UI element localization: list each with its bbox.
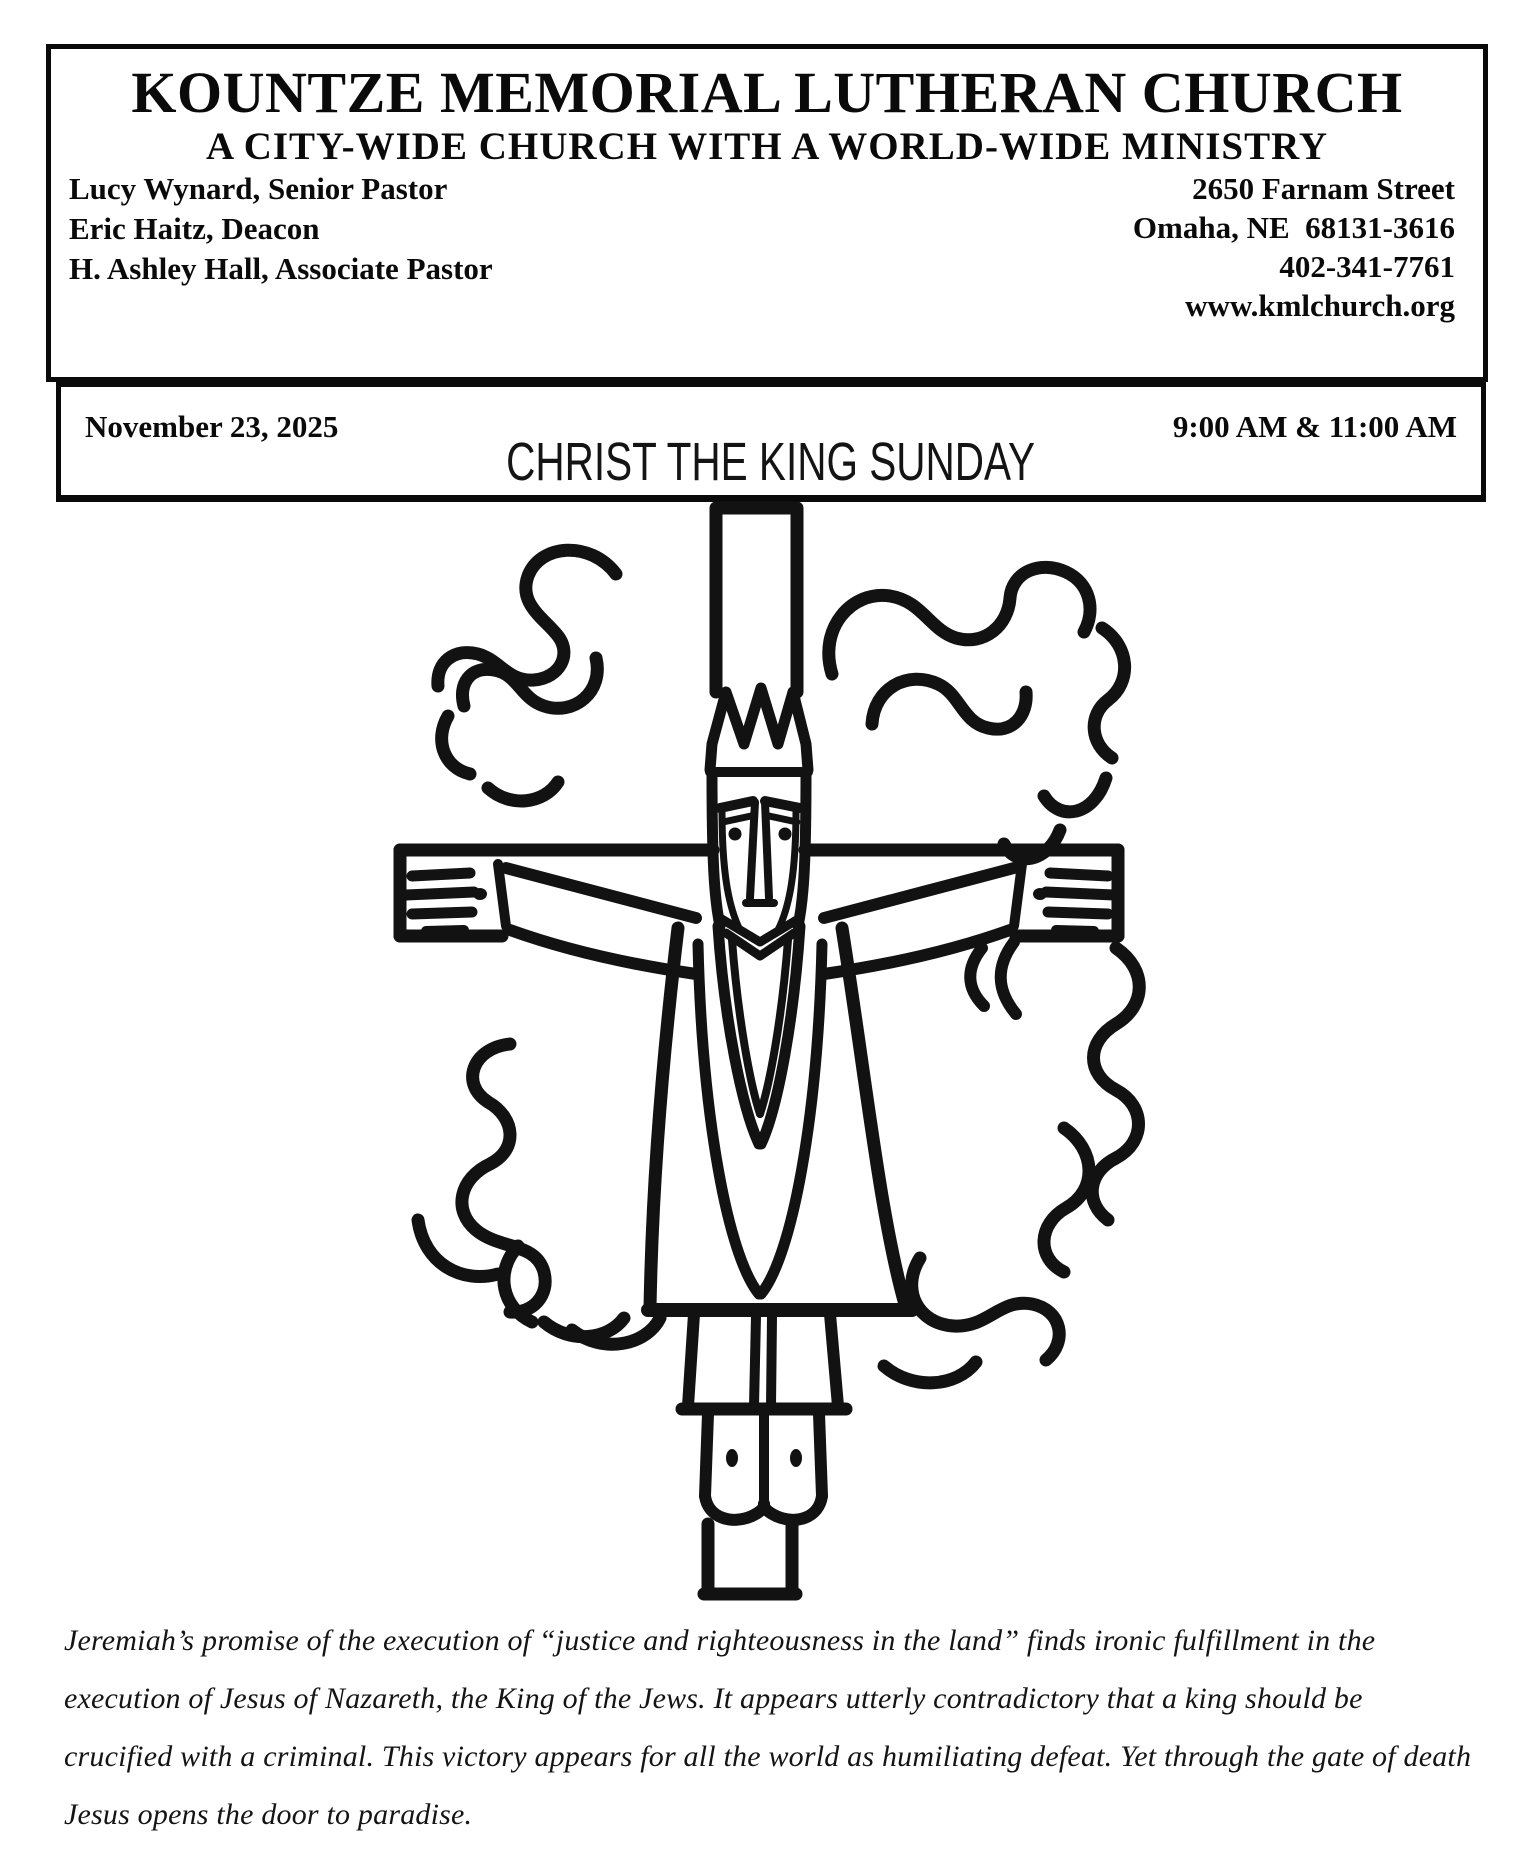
right-foot-nail-mark — [790, 1449, 802, 1467]
cross-top-post — [716, 508, 797, 692]
staff-list — [69, 169, 493, 289]
staff-line: Eric Haitz, Deacon — [69, 211, 320, 246]
left-nail-mark — [473, 888, 487, 900]
service-times: 9:00 AM & 11:00 AM — [1172, 409, 1457, 444]
left-eye — [729, 828, 742, 841]
address-line: 2650 Farnam Street — [1192, 171, 1455, 206]
left-arm-hand — [406, 864, 696, 974]
address-block — [1133, 169, 1455, 325]
church-name: KOUNTZE MEMORIAL LUTHERAN CHURCH — [131, 60, 1403, 125]
service-date: November 23, 2025 — [85, 409, 339, 444]
staff-line: H. Ashley Hall, Associate Pastor — [69, 251, 493, 286]
address-line: Omaha, NE 68131-3616 — [1132, 210, 1455, 245]
legs-feet — [682, 1314, 846, 1520]
face — [712, 772, 806, 956]
left-foot-nail-mark — [726, 1449, 738, 1467]
christ-the-king-illustration — [360, 478, 1160, 1623]
right-eye — [779, 828, 792, 841]
website-url: www.kmlchurch.org — [1185, 288, 1455, 323]
cross-bottom-post — [704, 1524, 796, 1594]
church-tagline: A CITY-WIDE CHURCH WITH A WORLD-WIDE MINISTRY — [205, 125, 1329, 168]
crown — [710, 688, 808, 772]
staff-line: Lucy Wynard, Senior Pastor — [69, 171, 448, 206]
masthead-box — [46, 44, 1488, 382]
day-title: CHRIST THE KING SUNDAY — [506, 432, 1036, 492]
reflection-paragraph: Jeremiah’s promise of the execution of “justice and righteousness in the land” finds ironic fulfillment in the execution of Jesus of Nazareth, the King of the Jews. It appears utterly contradictory that a king should be crucified with a criminal. This victory appears for all the world as humiliating defeat. Yet through the gate of death Jesus opens the door to paradise. — [64, 1624, 1472, 1831]
right-nail-mark — [1033, 888, 1047, 900]
address-line: 402-341-7761 — [1279, 249, 1455, 284]
